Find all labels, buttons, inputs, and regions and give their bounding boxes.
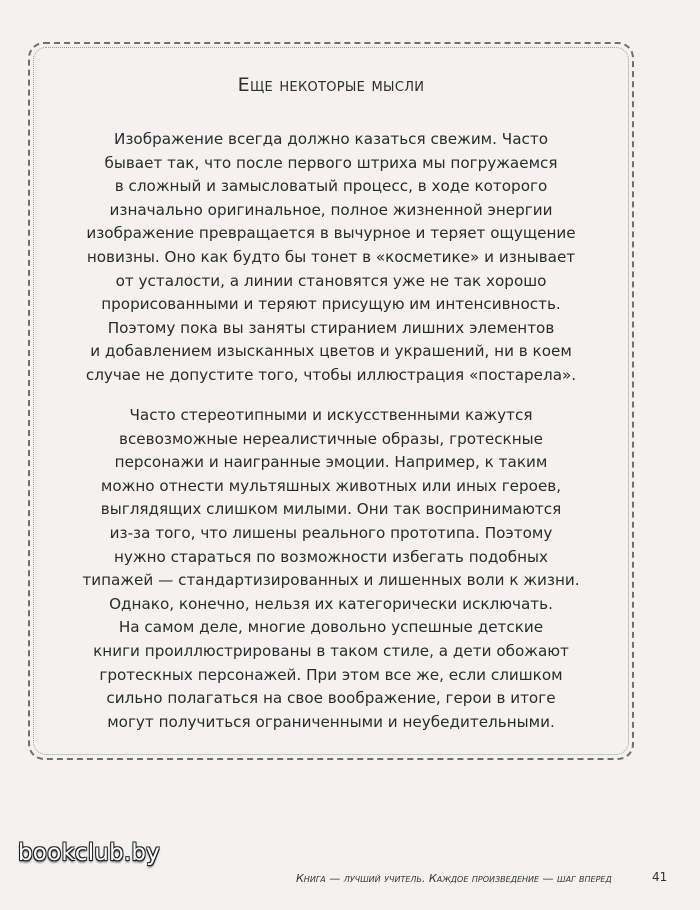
page-number: 41 (652, 870, 668, 884)
paragraph-line: можно отнести мультяшных животных или иных героев, (100, 476, 562, 495)
paragraph-line: прорисованными и теряют присущую им интенсивность. (101, 295, 561, 314)
paragraph-line: могут получиться ограниченными и неубедительными. (107, 712, 555, 731)
running-footer-title: Книга — лучший учитель. Каждое произведение — шаг вперед (296, 872, 612, 885)
paragraph-line: Изображение всегда должно казаться свежим. Часто (113, 130, 549, 148)
paragraph-line: нужно стараться по возможности избегать подобных (114, 547, 548, 566)
paragraph-line: сильно полагаться на свое воображение, герои в итоге (106, 689, 556, 708)
paragraph-line: изначально оригинальное, полное жизненной энергии (109, 200, 553, 219)
paragraph-line: книги проиллюстрированы в таком стиле, а дети обожают (93, 641, 569, 660)
paragraph-line: типажей — стандартизированных и лишенных воли к жизни. (82, 571, 580, 590)
paragraph-line: из-за того, что лишены реального прототипа. Поэтому (109, 523, 553, 542)
paragraph-2 (28, 404, 634, 734)
paragraph-line: новизны. Оно как будто бы тонет в «косметике» и изнывает (86, 247, 576, 266)
paragraph-line: Часто стереотипными и искусственными кажутся (129, 406, 533, 424)
paragraph-line: выглядящих слишком милыми. Они так воспринимаются (100, 500, 562, 519)
paragraph-line: На самом деле, многие довольно успешные детские (118, 618, 544, 637)
paragraph-1 (28, 128, 634, 388)
paragraph-line: персонажи и наигранные эмоции. Например, к таким (114, 453, 548, 472)
paragraph-line: и добавлением изысканных цветов и украшений, ни в коем (90, 342, 572, 361)
paragraph-line: Однако, конечно, нельзя их категорически исключать. (109, 594, 553, 613)
section-title: Еще некоторые мысли (237, 74, 425, 96)
paragraph-line: всевозможные нереалистичные образы, гротескные (119, 429, 543, 448)
paragraph-line: Поэтому пока вы заняты стиранием лишних элементов (107, 318, 555, 337)
paragraph-line: от усталости, а линии становятся уже не так хорошо (115, 271, 547, 290)
paragraph-line: в сложный и замысловатый процесс, в ходе которого (114, 177, 548, 196)
paragraph-line: бывает так, что после первого штриха мы погружаемся (104, 153, 558, 172)
paragraph-line: гротескных персонажей. При этом все же, если слишком (99, 665, 563, 684)
watermark-logo: bookclub.by (18, 840, 160, 866)
paragraph-line: изображение превращается в вычурное и теряет ощущение (86, 224, 576, 243)
paragraph-line: случае не допустите того, чтобы иллюстрация «постарела». (85, 365, 577, 384)
